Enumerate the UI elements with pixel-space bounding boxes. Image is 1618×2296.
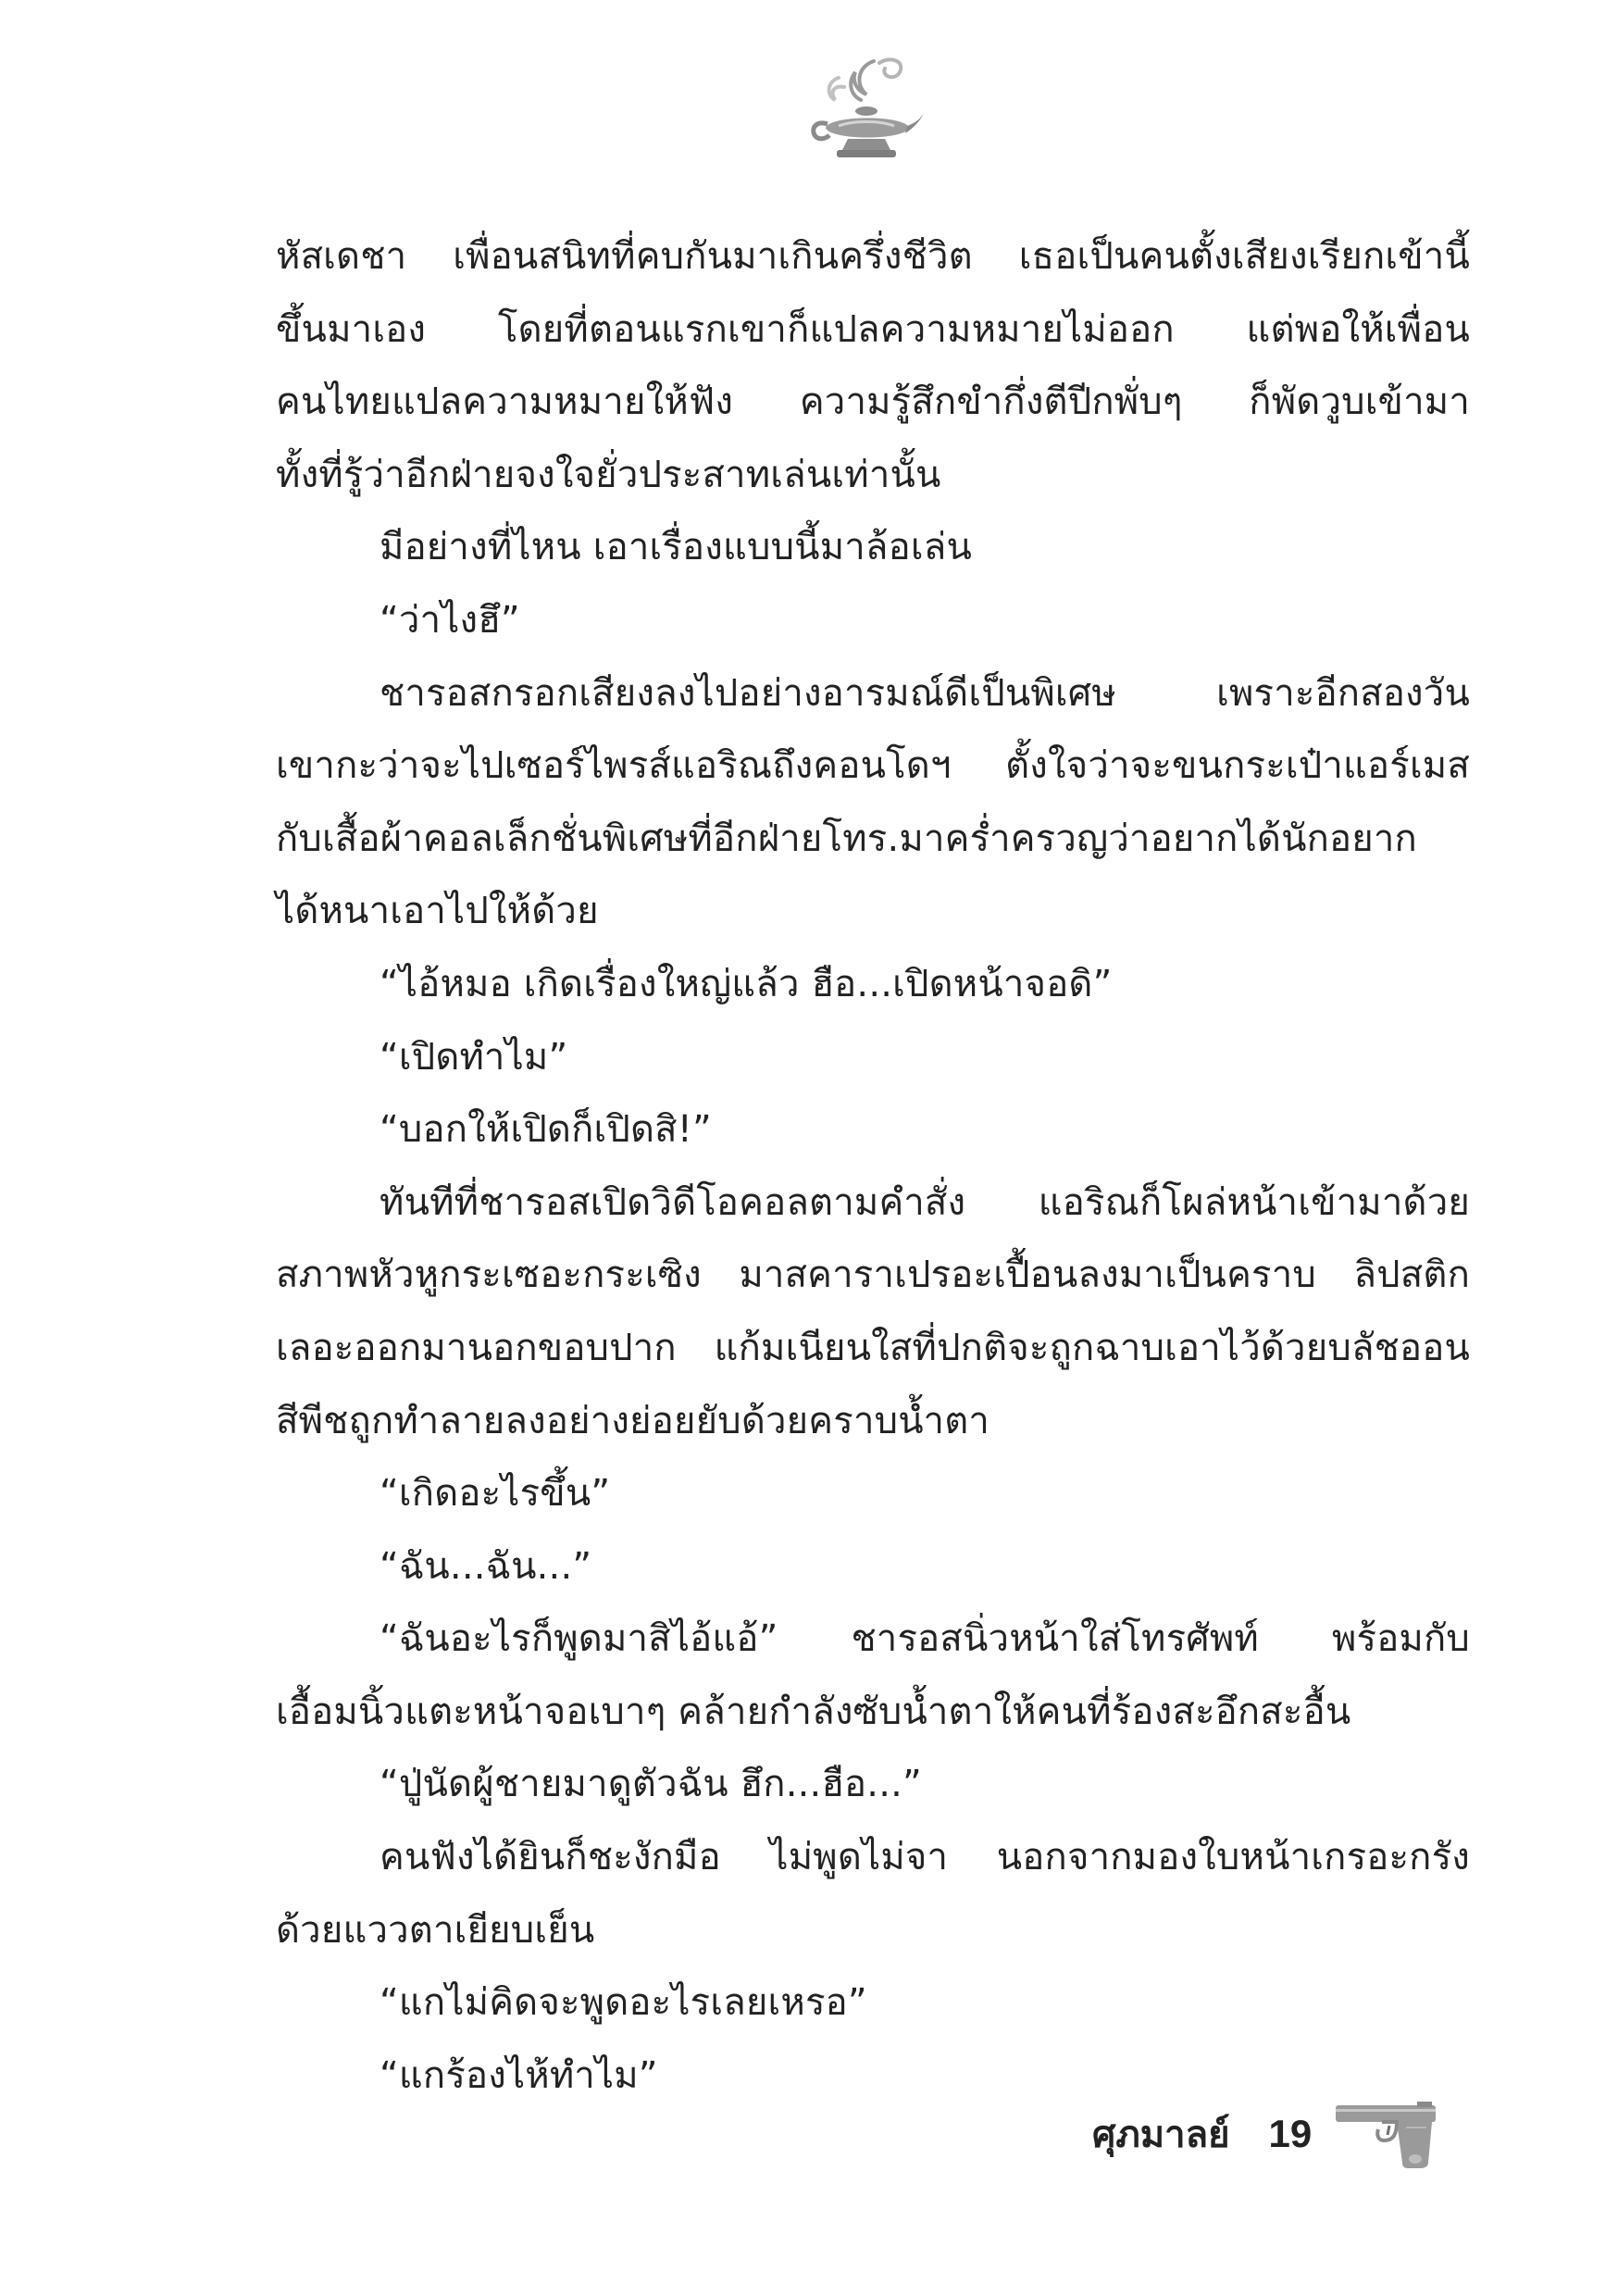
text-line: คนฟังได้ยินก็ชะงักมือ ไม่พูดไม่จา นอกจากมองใบหน้าเกรอะกรัง bbox=[380, 1836, 1470, 1879]
text-line: คนไทยแปลความหมายให้ฟัง ความรู้สึกขำกึ่งตีปีกพั่บๆ ก็พัดวูบเข้ามา bbox=[276, 381, 1470, 424]
text-line: “บอกให้เปิดก็เปิดสิ!” bbox=[380, 1108, 712, 1152]
text-line: สีพีชถูกทำลายลงอย่างย่อยยับด้วยคราบน้ำตา bbox=[276, 1399, 990, 1442]
text-line: ทันทีที่ชารอสเปิดวิดีโอคอลตามคำสั่ง แอริณก็โผล่หน้าเข้ามาด้วย bbox=[380, 1180, 1470, 1224]
text-line: เขากะว่าจะไปเซอร์ไพรส์แอริณถึงคอนโดฯ ตั้งใจว่าจะขนกระเป๋าแอร์เมส bbox=[276, 744, 1470, 788]
text-line: เอื้อมนิ้วแตะหน้าจอเบาๆ คล้ายกำลังซับน้ำตาให้คนที่ร้องสะอึกสะอื้น bbox=[276, 1690, 1351, 1733]
text-line: “เปิดทำไม” bbox=[380, 1035, 568, 1079]
text-line: ได้หนาเอาไปให้ด้วย bbox=[276, 890, 599, 933]
text-line: “ว่าไงฮึ” bbox=[380, 598, 520, 642]
text-line: ทั้งที่รู้ว่าอีกฝ่ายจงใจยั่วประสาทเล่นเท่านั้น bbox=[276, 453, 941, 496]
text-line: ขึ้นมาเอง โดยที่ตอนแรกเขาก็แปลความหมายไม่ออก แต่พอให้เพื่อน bbox=[276, 307, 1470, 351]
text-line: “ไอ้หมอ เกิดเรื่องใหญ่แล้ว ฮือ...เปิดหน้าจอดิ” bbox=[380, 962, 1113, 1005]
text-line: กับเสื้อผ้าคอลเล็กชั่นพิเศษที่อีกฝ่ายโทร.มาคร่ำครวญว่าอยากได้นักอยาก bbox=[276, 817, 1417, 860]
lamp-ornament-icon bbox=[802, 54, 929, 165]
body-text bbox=[276, 220, 1470, 2112]
page-footer bbox=[1092, 2097, 1441, 2171]
text-line: “ฉัน...ฉัน...” bbox=[380, 1544, 592, 1588]
text-line: มีอย่างที่ไหน เอาเรื่องแบบนี้มาล้อเล่น bbox=[380, 526, 972, 569]
page-number: 19 bbox=[1268, 2112, 1313, 2155]
text-line: “เกิดอะไรขึ้น” bbox=[380, 1472, 611, 1516]
text-line: สภาพหัวหูกระเซอะกระเซิง มาสคาราเปรอะเปื้อนลงมาเป็นคราบ ลิปสติก bbox=[276, 1254, 1470, 1297]
text-line: หัสเดชา เพื่อนสนิทที่คบกันมาเกินครึ่งชีวิต เธอเป็นคนตั้งเสียงเรียกเข้านี้ bbox=[276, 235, 1470, 278]
text-line: “แกไม่คิดจะพูดอะไรเลยเหรอ” bbox=[380, 1981, 867, 2025]
gun-icon bbox=[1332, 2098, 1441, 2170]
text-line: ชารอสกรอกเสียงลงไปอย่างอารมณ์ดีเป็นพิเศษ เพราะอีกสองวัน bbox=[380, 671, 1470, 715]
text-line: ด้วยแววตาเยียบเย็น bbox=[276, 1908, 595, 1952]
text-line: “ปู่นัดผู้ชายมาดูตัวฉัน ฮึก...ฮือ...” bbox=[380, 1763, 922, 1806]
footer-author: ศุภมาลย์ bbox=[1092, 2114, 1230, 2156]
text-line: “ฉันอะไรก็พูดมาสิไอ้แอ้” ชารอสนิ่วหน้าใส่โทรศัพท์ พร้อมกับ bbox=[380, 1617, 1470, 1661]
text-line: เลอะออกมานอกขอบปาก แก้มเนียนใสที่ปกติจะถูกฉาบเอาไว้ด้วยบลัชออน bbox=[276, 1326, 1470, 1369]
text-line: “แกร้องไห้ทำไม” bbox=[380, 2053, 658, 2097]
